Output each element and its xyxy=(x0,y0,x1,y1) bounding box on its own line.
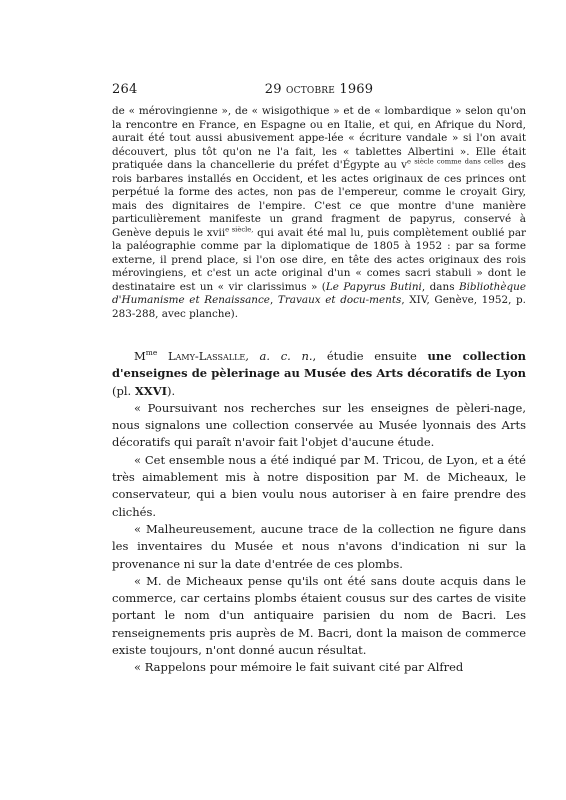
paragraph: « Malheureusement, aucune trace de la collection ne figure dans les inventaires du Musée et nous n'avons d'indication ni sur la provenance ni sur la date d'entrée de ces plombs. xyxy=(112,521,526,571)
communication-section xyxy=(112,348,526,677)
paragraph: « Cet ensemble nous a été indiqué par M. Tricou, de Lyon, et a été très aimablement mis à notre disposition par M. de Micheaux, le conservateur, qui a bien voulu nous autoriser à en faire prendre des clichés. xyxy=(112,452,526,519)
continued-paragraph xyxy=(112,105,526,321)
paragraph: « Poursuivant nos recherches sur les enseignes de pèleri-nage, nous signalons une collection conservée au Musée lyonnais des Arts décoratifs qui paraît n'avoir fait l'objet d'aucune étude. xyxy=(112,400,526,450)
continued-text: de « mérovingienne », de « wisigothique » et de « lombardique » selon qu'on la rencontre en France, en Espagne ou en Italie, et qui, en Afrique du Nord, aurait été tout aussi abusivement appe-lée « écriture vandale » si l'on avait découvert, plus tôt qu'on ne l'a fait, les « tablettes Albertini ». Elle était pratiquée dans la chancellerie du préfet d'Égypte au $v^{e siècle comme dans celles}$ des rois barbares installés en Occident, et les actes originaux de ces princes ont perpétué la forme des actes, non pas de l'empereur, comme le croyait Giry, mais des dignitaires de l'empire. C'est ce que montre d'une manière particulièrement manifeste un grand fragment de papyrus, conservé à Genève depuis le xvii$^{e siècle,}$ qui avait été mal lu, puis complètement oublié par la paléographie comme par la diplomatique de 1805 à 1952 : par sa forme externe, il prend place, si l'on ose dire, en tête des actes originaux des rois mérovingiens, et c'est un acte original d'un « comes sacri stabuli » dont le destinataire est un « vir clarissimus » (Le Papyrus Butini, dans Bibliothèque d'Humanisme et Renaissance, Travaux et docu-ments, XIV, Genève, 1952, p. 283-288, avec planche). xyxy=(112,105,527,320)
running-date: 29 octobre 1969 xyxy=(264,82,374,97)
author-name: Lamy-Lassalle xyxy=(167,349,246,363)
page-number: 264 xyxy=(112,82,138,97)
paragraph: « M. de Micheaux pense qu'ils ont été sans doute acquis dans le commerce, car certains plombs étaient cousus sur des cartes de visite portant le nom d'un antiquaire parisien du nom de Bacri. Les renseignements pris auprès de M. Bacri, dont la maison de commerce existe toujours, n'ont donné aucun résultat. xyxy=(112,573,526,658)
paragraph: « Rappelons pour mémoire le fait suivant cité par Alfred xyxy=(134,660,464,675)
communication-title: une collection d'enseignes de pèlerinage au Musée des Arts décoratifs de Lyon xyxy=(112,349,527,381)
plate-number: XXVI xyxy=(134,383,167,398)
communication-heading: $M^{me}$ Lamy-Lassalle, a. c. n., étudie ensuite une collection d'enseignes de pèlerinage au Musée des Arts décoratifs de Lyon (pl. XXVI). xyxy=(112,348,527,398)
